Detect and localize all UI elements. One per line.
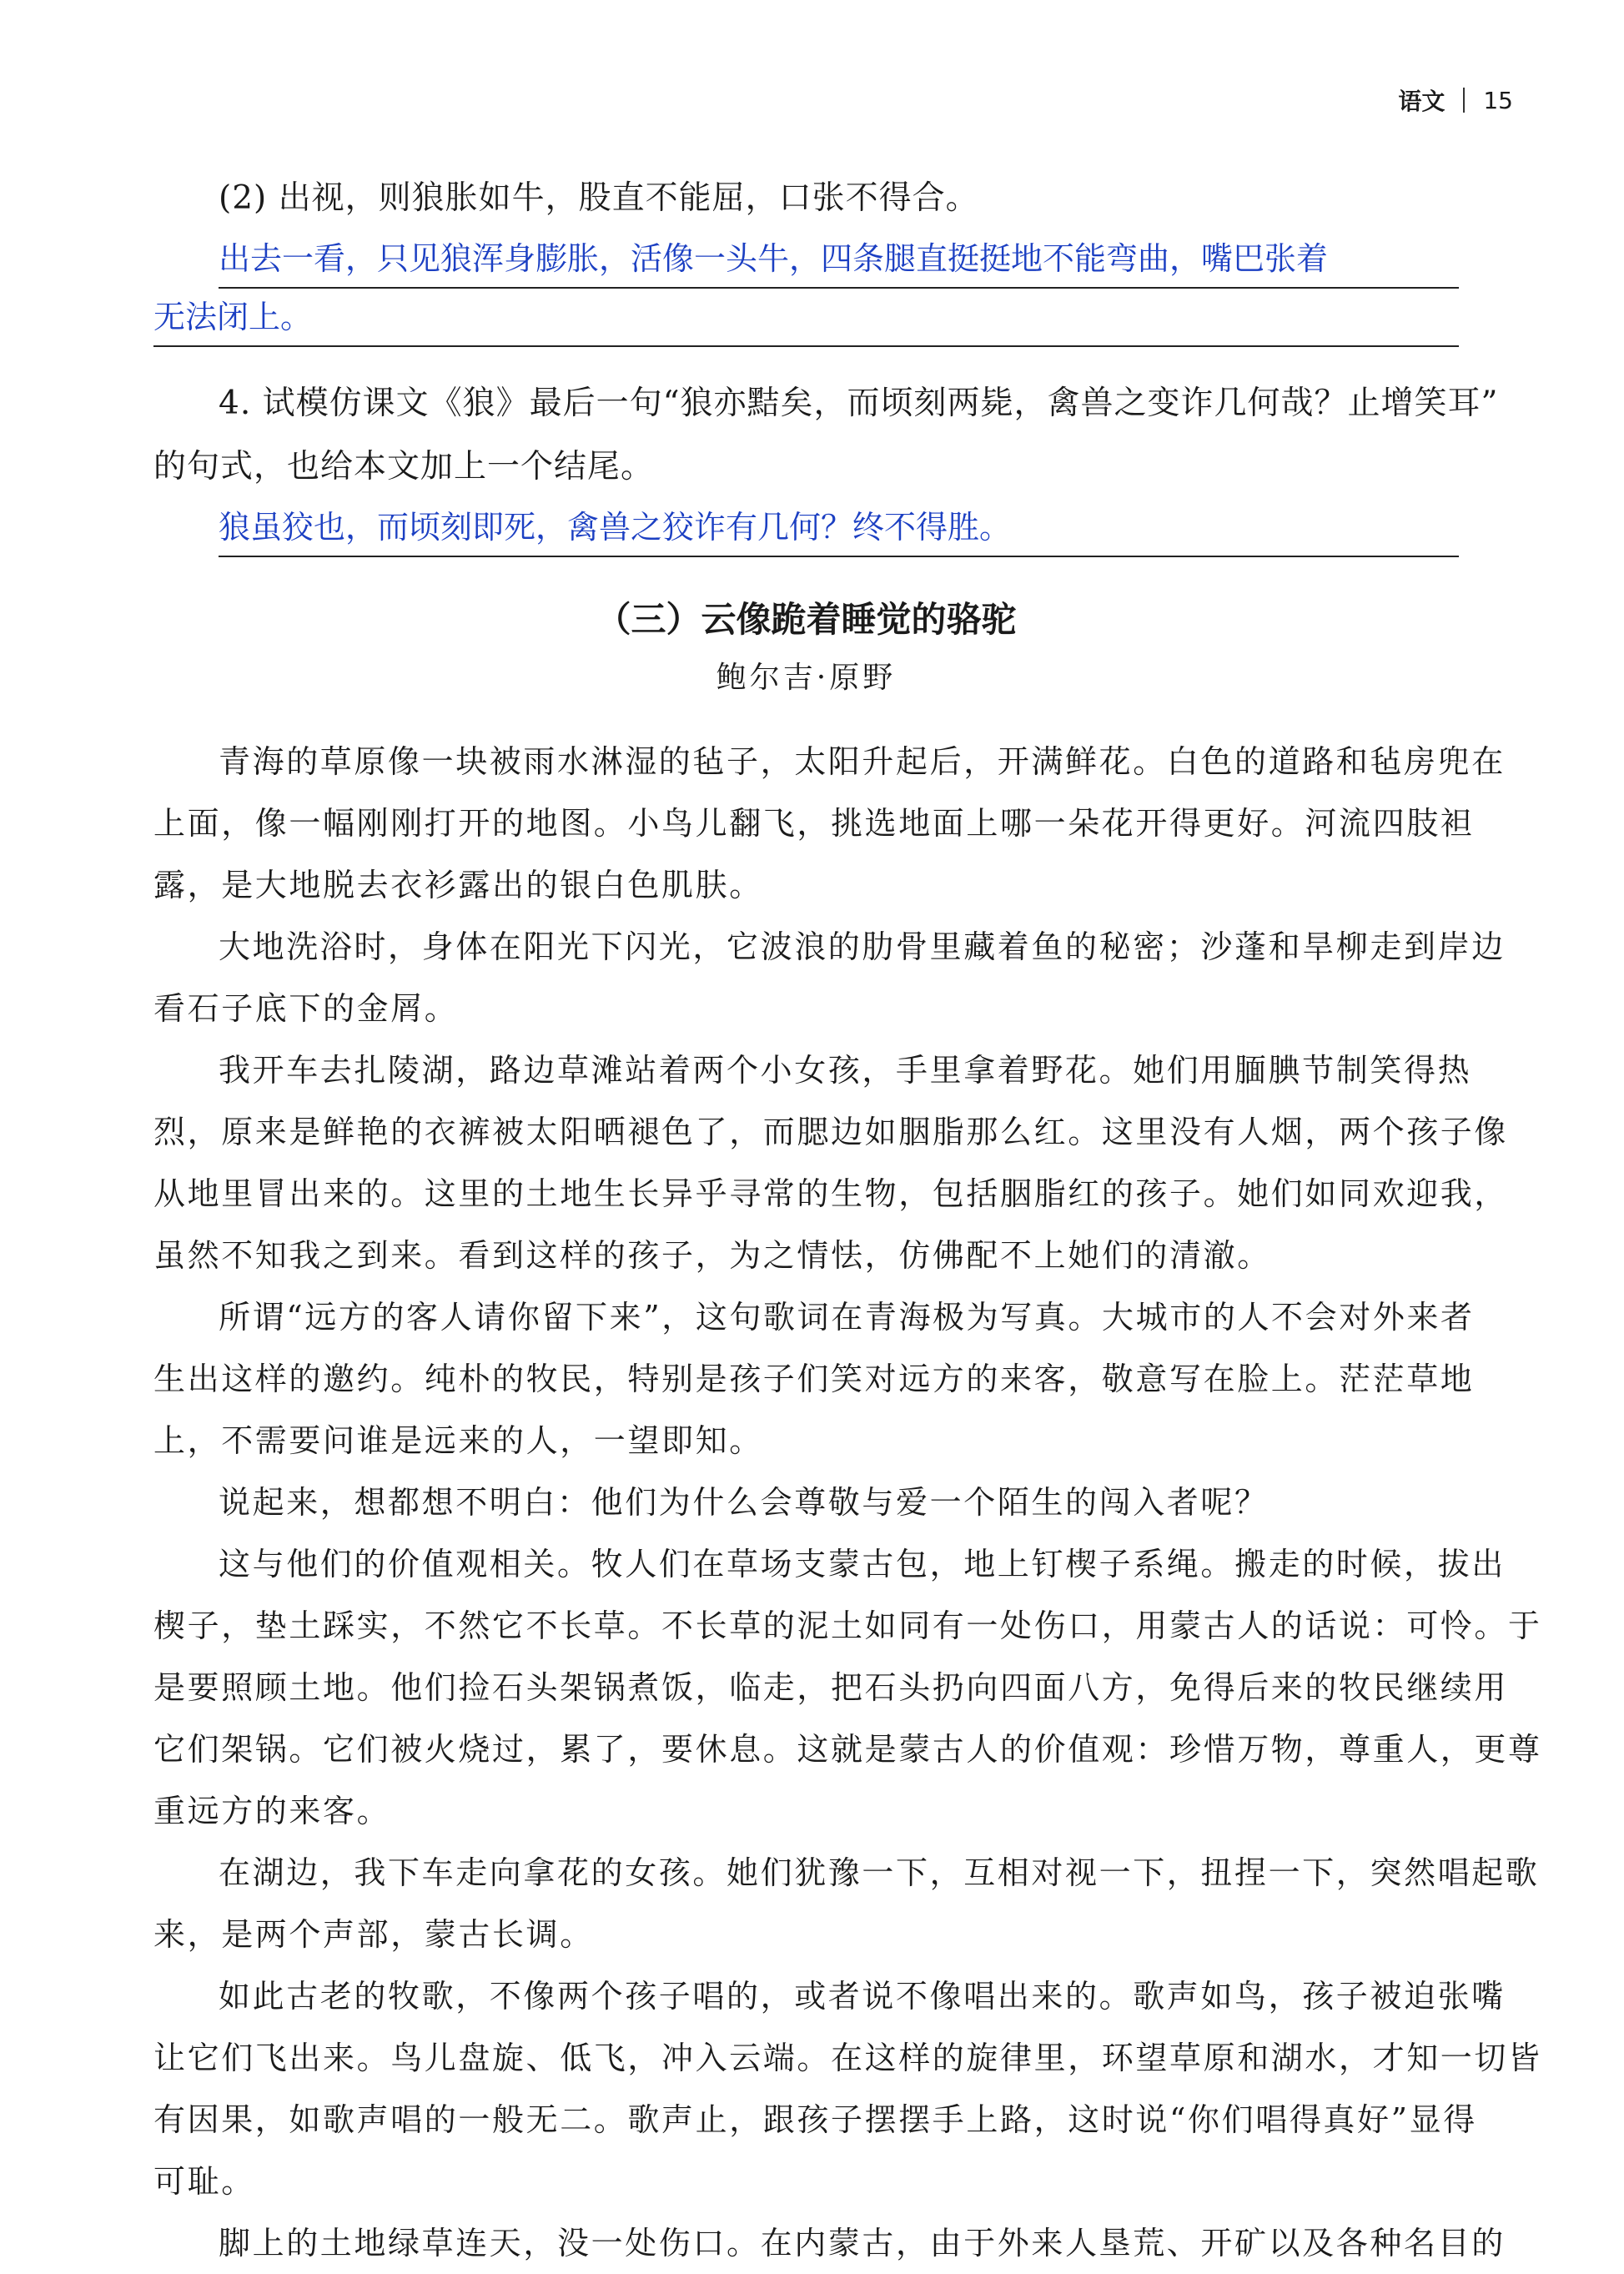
paragraph [153, 731, 1506, 916]
answer-line: 无法闭上。 [153, 289, 1459, 347]
paragraph-line: 说起来，想都想不明白：他们为什么会尊敬与爱一个陌生的闯入者呢？ [219, 1484, 1269, 1521]
page-content [153, 167, 1542, 2274]
paragraph-line: 脚上的土地绿草连天，没一处伤口。在内蒙古，由于外来人垦荒、开矿以及各种名目的 [219, 2225, 1506, 2261]
question-4-prompt-line: 4. 试模仿课文《狼》最后一句“狼亦黠矣，而顷刻两毙，禽兽之变诈几何哉？止增笑耳” [219, 385, 1499, 422]
answer-line: 出去一看，只见狼浑身膨胀，活像一头牛，四条腿直挺挺地不能弯曲，嘴巴张着 [219, 230, 1459, 289]
paragraph-line: 青海的草原像一块被雨水淋湿的毡子，太阳升起后，开满鲜花。白色的道路和毡房兜在 [219, 743, 1506, 780]
paragraph [153, 1472, 1459, 1533]
paragraph-line: 从地里冒出来的。这里的土地生长异乎寻常的生物，包括胭脂红的孩子。她们如同欢迎我， [153, 1175, 1509, 1212]
paragraph-line: 如此古老的牧歌，不像两个孩子唱的，或者说不像唱出来的。歌声如鸟，孩子被迫张嘴 [219, 1978, 1506, 2015]
paragraph-line: 所谓“远方的客人请你留下来”，这句歌词在青海极为写真。大城市的人不会对外来者 [219, 1299, 1475, 1336]
paragraph-line: 烈，原来是鲜艳的衣裤被太阳晒褪色了，而腮边如胭脂那么红。这里没有人烟，两个孩子像 [153, 1114, 1509, 1150]
question-3b-answer [153, 230, 1459, 347]
section-title: （三）云像跪着睡觉的骆驼 [596, 599, 1017, 640]
subject-label: 语文 [1398, 88, 1446, 115]
paragraph-line: 来，是两个声部，蒙古长调。 [153, 1916, 594, 1953]
paragraph-line: 虽然不知我之到来。看到这样的孩子，为之情怯，仿佛配不上她们的清澈。 [153, 1237, 1271, 1274]
question-4-answer [153, 499, 1459, 557]
paragraph-line: 是要照顾土地。他们捡石头架锅煮饭，临走，把石头扔向四面八方，免得后来的牧民继续用 [153, 1669, 1509, 1706]
paragraph-line: 上面，像一幅刚刚打开的地图。小鸟儿翻飞，挑选地面上哪一朵花开得更好。河流四肢袒 [153, 805, 1475, 842]
paragraph-line: 可耻。 [153, 2163, 255, 2200]
paragraph-line: 看石子底下的金屑。 [153, 990, 459, 1027]
paragraph [153, 1842, 1540, 1965]
paragraph [153, 1286, 1475, 1472]
paragraph [153, 1965, 1542, 2212]
paragraph-line: 有因果，如歌声唱的一般无二。歌声止，跟孩子摆摆手上路，这时说“你们唱得真好”显得 [153, 2101, 1477, 2138]
question-4-prompt-line: 的句式，也给本文加上一个结尾。 [153, 448, 655, 485]
paragraph [153, 1533, 1542, 1842]
paragraph-line: 它们架锅。它们被火烧过，累了，要休息。这就是蒙古人的价值观：珍惜万物，尊重人，更尊 [153, 1731, 1542, 1768]
answer-line: 狼虽狡也，而顷刻即死，禽兽之狡诈有几何？终不得胜。 [219, 499, 1459, 557]
page-header [1398, 83, 1513, 117]
header-divider [1463, 88, 1465, 113]
section-author: 鲍尔吉·原野 [716, 661, 897, 695]
paragraph [153, 1039, 1509, 1286]
paragraph-line: 大地洗浴时，身体在阳光下闪光，它波浪的肋骨里藏着鱼的秘密；沙蓬和旱柳走到岸边 [219, 928, 1506, 965]
paragraph-line: 我开车去扎陵湖，路边草滩站着两个小女孩，手里拿着野花。她们用腼腆节制笑得热 [219, 1052, 1472, 1089]
page-number: 15 [1483, 86, 1513, 114]
paragraph-line: 上，不需要问谁是远来的人，一望即知。 [153, 1422, 763, 1459]
paragraph-line: 让它们飞出来。鸟儿盘旋、低飞，冲入云端。在这样的旋律里，环望草原和湖水，才知一切皆 [153, 2040, 1542, 2076]
paragraph-line: 露，是大地脱去衣衫露出的银白色肌肤。 [153, 867, 763, 903]
paragraph [153, 916, 1506, 1039]
paragraph-line: 生出这样的邀约。纯朴的牧民，特别是孩子们笑对远方的来客，敬意写在脸上。茫茫草地 [153, 1361, 1475, 1397]
paragraph-line: 重远方的来客。 [153, 1793, 391, 1829]
paragraph [153, 2212, 1506, 2274]
paragraph-line: 这与他们的价值观相关。牧人们在草场支蒙古包，地上钉楔子系绳。搬走的时候，拔出 [219, 1546, 1506, 1582]
paragraph-line: 楔子，垫土踩实，不然它不长草。不长草的泥土如同有一处伤口，用蒙古人的话说：可怜。于 [153, 1607, 1542, 1644]
question-3b-prompt: (2) 出视，则狼胀如牛，股直不能屈，口张不得合。 [219, 179, 979, 217]
paragraph-line: 在湖边，我下车走向拿花的女孩。她们犹豫一下，互相对视一下，扭捏一下，突然唱起歌 [219, 1854, 1540, 1891]
